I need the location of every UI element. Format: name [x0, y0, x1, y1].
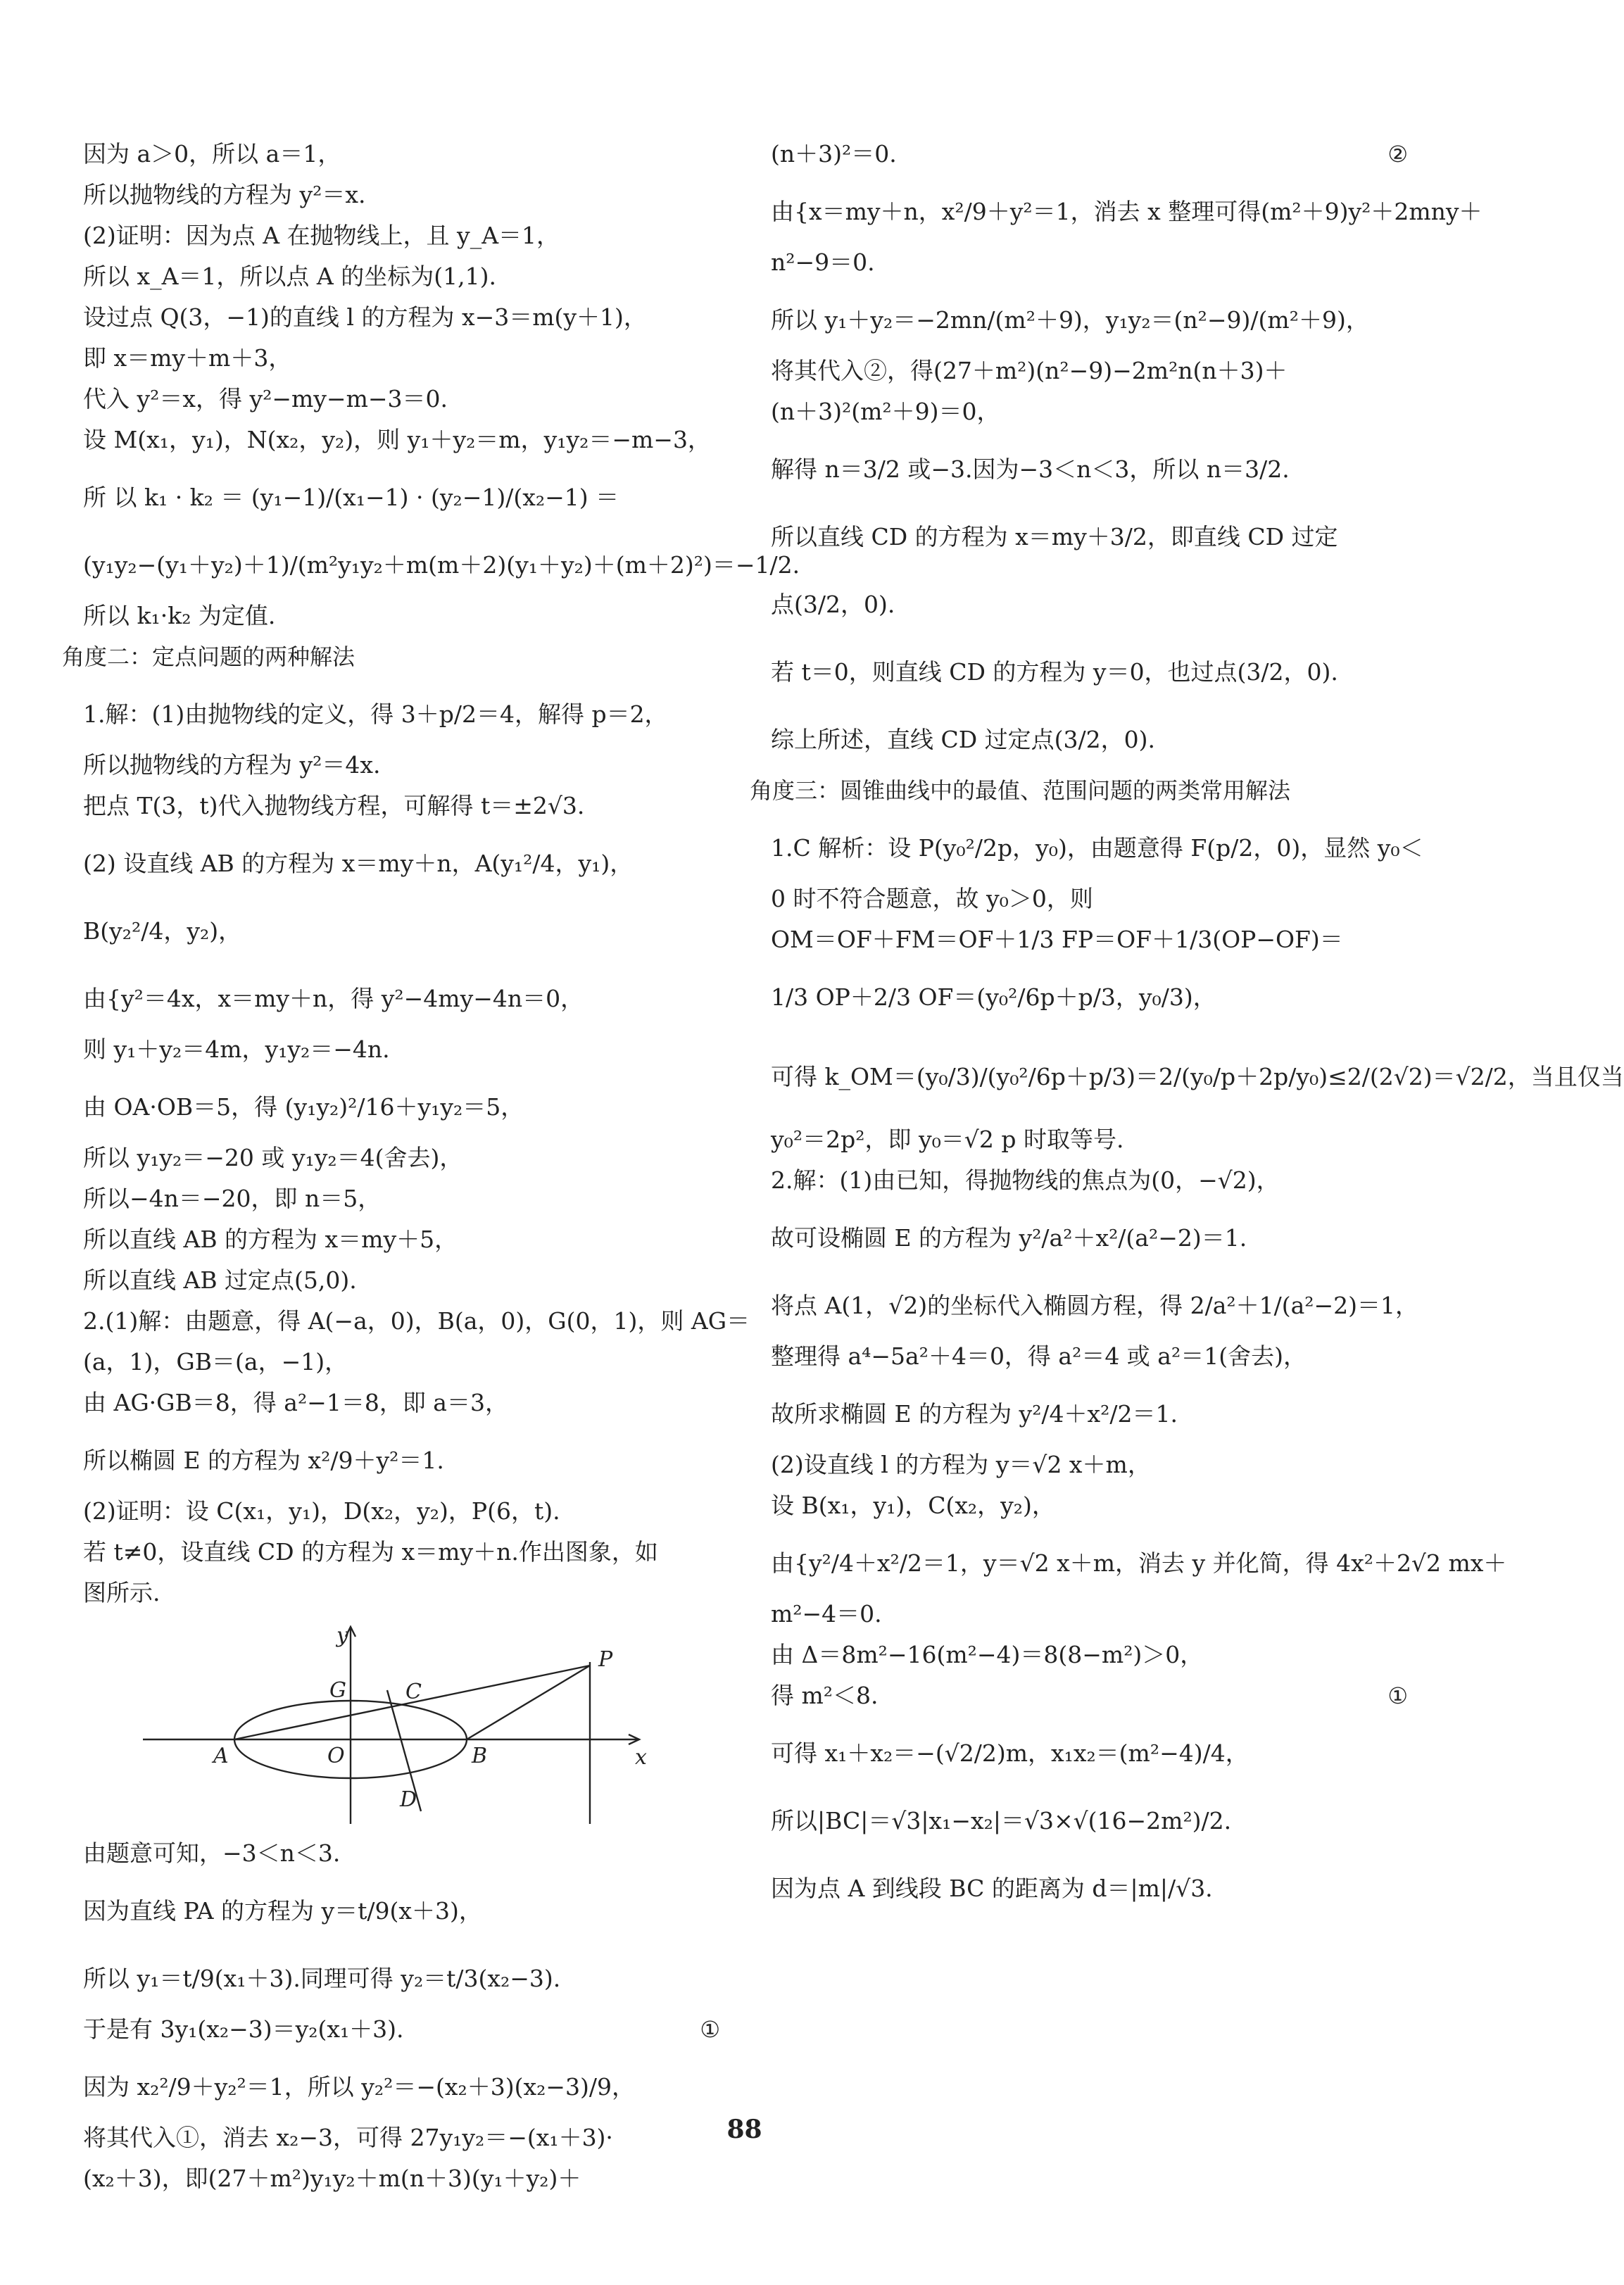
- text-line: 即 x＝my＋m＋3，: [83, 344, 292, 372]
- text-line: (2)证明：因为点 A 在抛物线上，且 y_A＝1，: [83, 222, 560, 249]
- label-A: A: [213, 1744, 229, 1768]
- text-content: 于是有 3y₁(x₂−3)＝y₂(x₁＋3).: [83, 2015, 404, 2043]
- equation-mark-1: ①: [1387, 1682, 1408, 1709]
- text-line: [83, 2013, 720, 2053]
- text-line: 设过点 Q(3，−1)的直线 l 的方程为 x−3＝m(y＋1)，: [83, 303, 647, 331]
- text-line: 综上所述，直线 CD 过定点(3/2，0).: [771, 726, 1156, 753]
- ellipse-diagram: [83, 1620, 720, 1831]
- text-line: 因为直线 PA 的方程为 y＝t/9(x＋3)，: [83, 1897, 482, 1925]
- text-line: 设 M(x₁，y₁)，N(x₂，y₂)，则 y₁＋y₂＝m，y₁y₂＝−m−3，: [83, 426, 711, 453]
- text-line: (2)证明：设 C(x₁，y₁)，D(x₂，y₂)，P(6，t).: [83, 1497, 560, 1525]
- text-line: 解得 n＝3/2 或−3.因为−3＜n＜3，所以 n＝3/2.: [771, 455, 1290, 483]
- section-heading: 角度三：圆锥曲线中的最值、范围问题的两类常用解法: [750, 777, 1291, 804]
- line-PB: [467, 1666, 590, 1739]
- label-P: P: [598, 1647, 613, 1672]
- text-line: 所以直线 AB 的方程为 x＝my＋5，: [83, 1226, 458, 1253]
- text-line: (2) 设直线 AB 的方程为 x＝my＋n，A(y₁²/4，y₁)，: [83, 850, 634, 877]
- text-line: y₀²＝2p²，即 y₀＝√2 p 时取等号.: [771, 1126, 1124, 1153]
- text-line: 2.(1)解：由题意，得 A(−a，0)，B(a，0)，G(0，1)，则 AG＝: [83, 1307, 750, 1335]
- label-y: y: [336, 1623, 348, 1648]
- equation-mark-2: ②: [1387, 141, 1408, 168]
- text-line: 所以 k₁·k₂ 为定值.: [83, 602, 276, 629]
- label-x: x: [635, 1745, 647, 1770]
- text-line: 0 时不符合题意，故 y₀＞0，则: [771, 885, 1093, 912]
- text-line: 由{x＝my＋n，x²/9＋y²＝1，消去 x 整理可得(m²＋9)y²＋2mny＋: [771, 198, 1483, 225]
- text-line: 整理得 a⁴−5a²＋4＝0，得 a²＝4 或 a²＝1(舍去)，: [771, 1342, 1307, 1370]
- text-line: (2)设直线 l 的方程为 y＝√2 x＋m，: [771, 1451, 1151, 1478]
- text-line: 所以 y₁y₂＝−20 或 y₁y₂＝4(舍去)，: [83, 1144, 463, 1171]
- text-line: (x₂＋3)，即(27＋m²)y₁y₂＋m(n＋3)(y₁＋y₂)＋: [83, 2165, 581, 2192]
- text-line: 若 t≠0，设直线 CD 的方程为 x＝my＋n.作出图象，如: [83, 1538, 658, 1566]
- text-line: B(y₂²/4，y₂)，: [83, 917, 242, 945]
- ellipse-figure: [83, 1620, 720, 1831]
- text-content: (n＋3)²＝0.: [771, 140, 897, 168]
- text-line: 图所示.: [83, 1579, 160, 1606]
- text-line: 由{y²＝4x，x＝my＋n，得 y²−4my−4n＝0，: [83, 985, 584, 1012]
- text-line: (a，1)，GB＝(a，−1)，: [83, 1348, 348, 1376]
- text-line: 所以抛物线的方程为 y²＝4x.: [83, 751, 381, 779]
- text-line: 故所求椭圆 E 的方程为 y²/4＋x²/2＝1.: [771, 1400, 1178, 1428]
- text-line: n²−9＝0.: [771, 248, 875, 276]
- label-D: D: [400, 1787, 417, 1812]
- text-line: 由 Δ＝8m²−16(m²−4)＝8(8−m²)＞0，: [771, 1641, 1204, 1668]
- right-column: [750, 137, 1624, 1922]
- text-content: 得 m²＜8.: [771, 1682, 879, 1709]
- text-line: 所以抛物线的方程为 y²＝x.: [83, 181, 366, 208]
- text-line: 1.C 解析：设 P(y₀²/2p，y₀)，由题意得 F(p/2，0)，显然 y₀＜: [771, 834, 1423, 862]
- text-line: 所以椭圆 E 的方程为 x²/9＋y²＝1.: [83, 1447, 444, 1474]
- text-line: 1.解：(1)由抛物线的定义，得 3＋p/2＝4，解得 p＝2，: [83, 700, 668, 728]
- label-C: C: [405, 1680, 422, 1704]
- text-line: 所以|BC|＝√3|x₁−x₂|＝√3×√(16−2m²)/2.: [771, 1807, 1232, 1834]
- text-line: 把点 T(3，t)代入抛物线方程，可解得 t＝±2√3.: [83, 792, 585, 819]
- text-line: 由题意可知，−3＜n＜3.: [83, 1839, 341, 1867]
- text-line: 所以 y₁＝t/9(x₁＋3).同理可得 y₂＝t/3(x₂−3).: [83, 1965, 561, 1992]
- text-line: 由 AG·GB＝8，得 a²−1＝8，即 a＝3，: [83, 1389, 508, 1416]
- text-line: 因为点 A 到线段 BC 的距离为 d＝|m|/√3.: [771, 1875, 1213, 1902]
- label-G: G: [329, 1678, 346, 1703]
- text-line: (y₁y₂−(y₁＋y₂)＋1)/(m²y₁y₂＋m(m＋2)(y₁＋y₂)＋(m＋2)²)＝−1/2.: [83, 551, 800, 579]
- text-line: 点(3/2，0).: [771, 591, 895, 618]
- text-line: 可得 x₁＋x₂＝−(√2/2)m，x₁x₂＝(m²−4)/4，: [771, 1739, 1249, 1767]
- section-heading: 角度二：定点问题的两种解法: [62, 643, 355, 670]
- page-number: 88: [726, 2115, 762, 2144]
- text-line: 由{y²/4＋x²/2＝1，y＝√2 x＋m，消去 y 并化简，得 4x²＋2√2 mx＋: [771, 1549, 1507, 1577]
- text-line: 将其代入①，消去 x₂−3，可得 27y₁y₂＝−(x₁＋3)·: [83, 2124, 613, 2151]
- text-line: 由 OA·OB＝5，得 (y₁y₂)²/16＋y₁y₂＝5，: [83, 1093, 524, 1121]
- text-line: 将点 A(1，√2)的坐标代入椭圆方程，得 2/a²＋1/(a²−2)＝1，: [771, 1292, 1419, 1319]
- label-O: O: [327, 1744, 345, 1768]
- text-line: 代入 y²＝x，得 y²−my−m−3＝0.: [83, 385, 448, 413]
- text-line: 1/3 OP＋2/3 OF＝(y₀²/6p＋p/3，y₀/3)，: [771, 983, 1216, 1011]
- text-line: 因为 a＞0，所以 a＝1，: [83, 140, 341, 168]
- text-line: [771, 1679, 1408, 1720]
- label-B: B: [472, 1744, 488, 1768]
- text-line: 所以−4n＝−20，即 n＝5，: [83, 1185, 382, 1212]
- text-line: 2.解：(1)由已知，得抛物线的焦点为(0，−√2)，: [771, 1166, 1280, 1194]
- text-line: 故可设椭圆 E 的方程为 y²/a²＋x²/(a²−2)＝1.: [771, 1224, 1247, 1252]
- text-line: OM＝OF＋FM＝OF＋1/3 FP＝OF＋1/3(OP−OF)＝: [771, 926, 1343, 953]
- text-line: 所 以 k₁ · k₂ ＝ (y₁−1)/(x₁−1) · (y₂−1)/(x₂−1) ＝: [83, 484, 619, 511]
- text-line: 设 B(x₁，y₁)，C(x₂，y₂)，: [771, 1492, 1055, 1519]
- text-line: 所以 y₁＋y₂＝−2mn/(m²＋9)，y₁y₂＝(n²−9)/(m²＋9)，: [771, 306, 1369, 334]
- equation-mark-1: ①: [700, 2016, 720, 2043]
- text-line: 将其代入②，得(27＋m²)(n²−9)−2m²n(n＋3)＋: [771, 357, 1288, 384]
- text-line: 所以直线 AB 过定点(5,0).: [83, 1266, 357, 1294]
- text-line: (n＋3)²(m²＋9)＝0，: [771, 398, 1000, 425]
- text-line: 所以 x_A＝1，所以点 A 的坐标为(1,1).: [83, 263, 496, 290]
- text-line: [771, 137, 1408, 178]
- text-line: 若 t＝0，则直线 CD 的方程为 y＝0，也过点(3/2，0).: [771, 658, 1338, 686]
- text-line: 因为 x₂²/9＋y₂²＝1，所以 y₂²＝−(x₂＋3)(x₂−3)/9，: [83, 2073, 635, 2101]
- text-line: 所以直线 CD 的方程为 x＝my＋3/2，即直线 CD 过定: [771, 523, 1338, 550]
- text-line: m²−4＝0.: [771, 1600, 882, 1628]
- text-line: 可得 k_OM＝(y₀/3)/(y₀²/6p＋p/3)＝2/(y₀/p＋2p/y₀)≤2/(2√2)＝√2/2，当且仅当: [771, 1063, 1624, 1090]
- text-line: 则 y₁＋y₂＝4m，y₁y₂＝−4n.: [83, 1036, 390, 1063]
